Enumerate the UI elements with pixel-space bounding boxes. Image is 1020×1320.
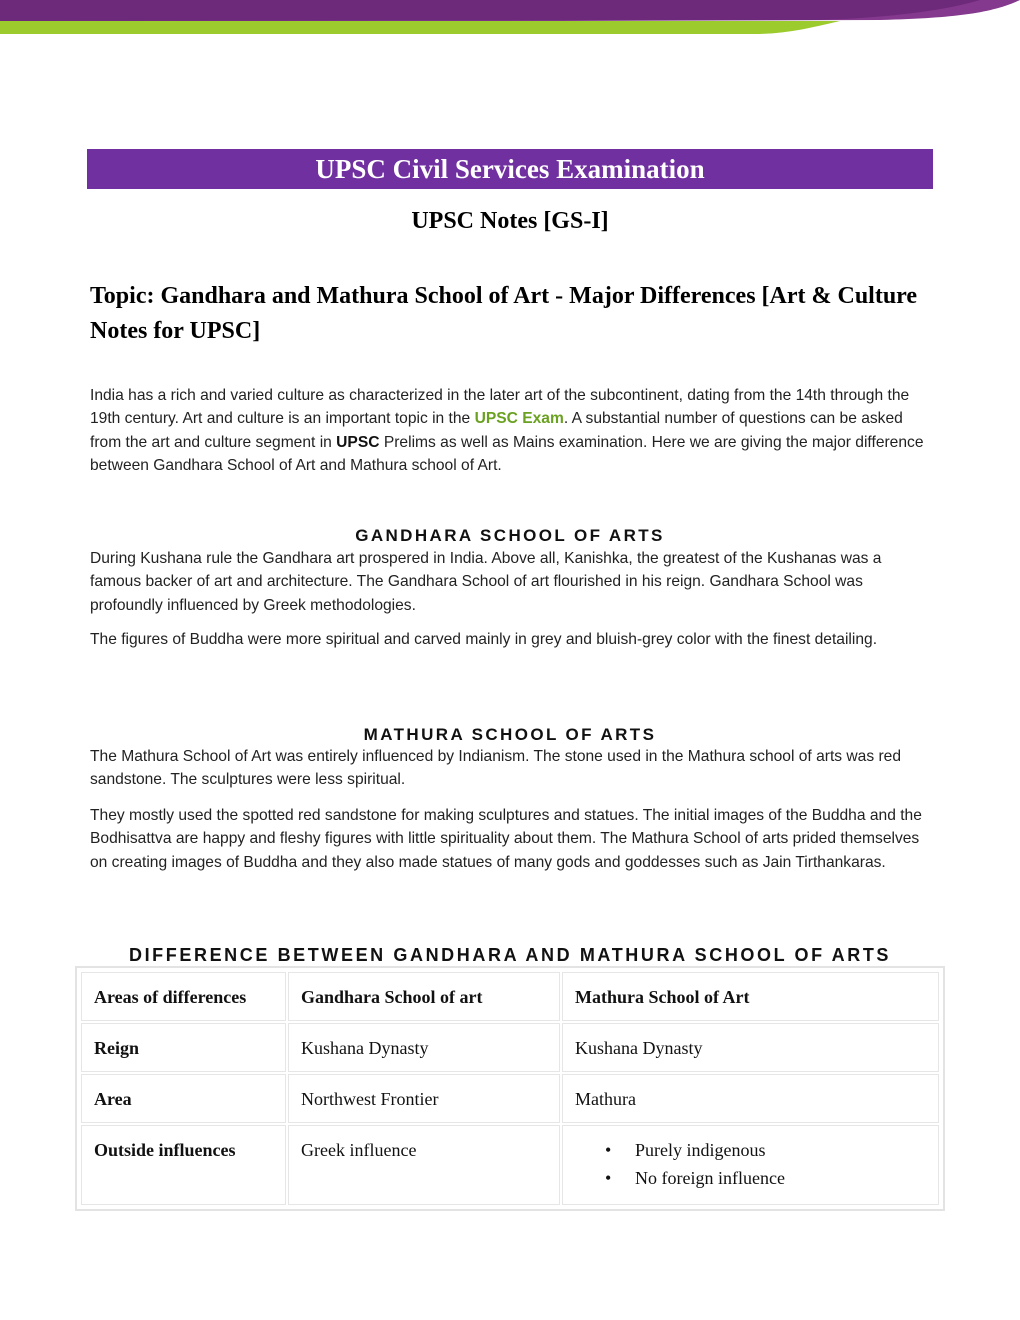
bullet-list	[575, 1136, 926, 1192]
exam-banner	[87, 149, 933, 189]
gandhara-heading: GANDHARA SCHOOL OF ARTS	[355, 526, 665, 545]
table-row	[81, 1125, 939, 1205]
header-decoration	[0, 0, 1020, 36]
bullet-item: • Purely indigenous	[605, 1136, 926, 1164]
table-cell: Northwest Frontier	[288, 1074, 560, 1123]
banner-title: UPSC Civil Services Examination	[315, 154, 705, 184]
difference-table	[75, 966, 945, 1211]
column-header: Gandhara School of art	[288, 972, 560, 1021]
table-header-row	[81, 972, 939, 1021]
page-subtitle: UPSC Notes [GS-I]	[411, 208, 609, 234]
table-cell: Mathura	[562, 1074, 939, 1123]
row-label: Outside influences	[81, 1125, 286, 1205]
column-header: Areas of differences	[81, 972, 286, 1021]
intro-paragraph: India has a rich and varied culture as characterized in the later art of the subcontinent, dating from the 14th through the 19th century. Art and culture is an important topic in the UPSC Exam. A substantial number of questions can be asked from the art and culture segment in UPSC Prelims as well as Mains examination. Here we are giving the major difference between Gandhara School of Art and Mathura school of Art.	[90, 387, 924, 475]
bullet-item: • No foreign influence	[605, 1164, 926, 1192]
mathura-heading: MATHURA SCHOOL OF ARTS	[363, 725, 657, 744]
header-wave-graphic	[0, 0, 1020, 36]
gandhara-paragraph-2: The figures of Buddha were more spiritual and carved mainly in grey and bluish-grey color with the finest detailing.	[90, 631, 878, 648]
difference-heading: DIFFERENCE BETWEEN GANDHARA AND MATHURA SCHOOL OF ARTS	[128, 945, 892, 965]
upsc-bold: UPSC	[336, 433, 380, 451]
topic-title: Topic: Gandhara and Mathura School of Art - Major Differences [Art & Culture Notes for UPSC]	[90, 283, 918, 344]
table-row	[81, 1023, 939, 1072]
column-header: Mathura School of Art	[562, 972, 939, 1021]
table-row	[81, 1074, 939, 1123]
gandhara-paragraph-1: During Kushana rule the Gandhara art prospered in India. Above all, Kanishka, the greatest of the Kushanas was a famous backer of art and architecture. The Gandhara School of art flourished in his reign. Gandhara School was profoundly influenced by Greek methodologies.	[90, 550, 882, 614]
table-cell: Kushana Dynasty	[562, 1023, 939, 1072]
table-cell: Kushana Dynasty	[288, 1023, 560, 1072]
mathura-paragraph-1: The Mathura School of Art was entirely influenced by Indianism. The stone used in the Mathura school of arts was red sandstone. The sculptures were less spiritual.	[90, 748, 902, 789]
table-cell: Greek influence	[288, 1125, 560, 1205]
upsc-exam-link[interactable]: UPSC Exam	[474, 410, 564, 428]
row-label: Area	[81, 1074, 286, 1123]
row-label: Reign	[81, 1023, 286, 1072]
mathura-paragraph-2: They mostly used the spotted red sandstone for making sculptures and statues. The initial images of the Buddha and the Bodhisattva are happy and fleshy figures with little spirituality about them. The Mathura School of arts prided themselves on creating images of Buddha and they also made statues of many gods and goddesses such as Jain Tirthankaras.	[90, 807, 922, 871]
table-cell	[562, 1125, 939, 1205]
